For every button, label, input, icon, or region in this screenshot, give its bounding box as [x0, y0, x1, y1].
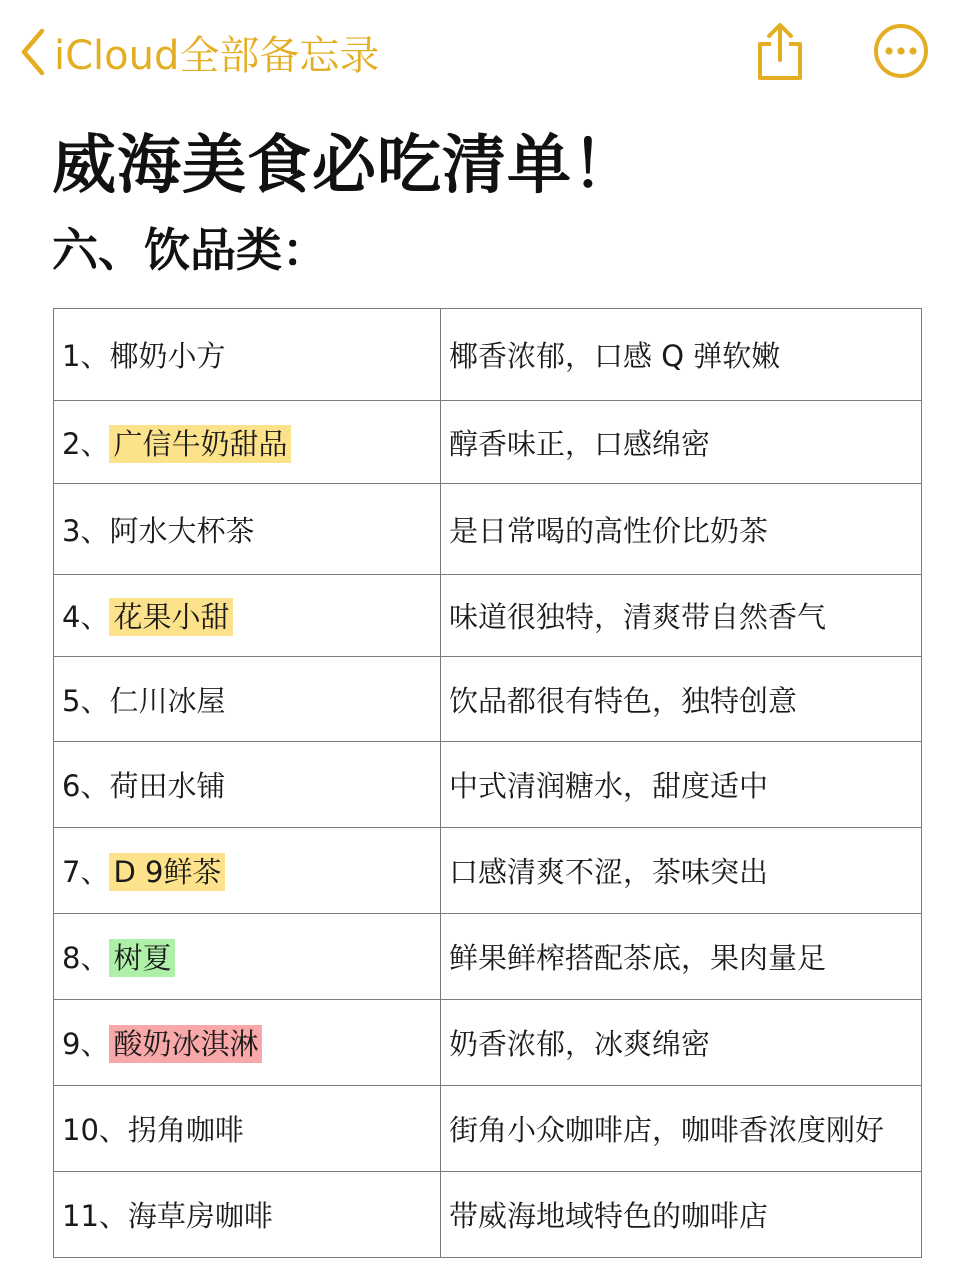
item-number: 10、 [62, 1113, 128, 1147]
shop-description: 味道很独特，清爽带自然香气 [449, 600, 827, 634]
shop-cell[interactable] [54, 914, 441, 1000]
description-cell[interactable] [441, 401, 922, 484]
shop-name: D 9鲜茶 [109, 853, 225, 891]
description-cell[interactable] [441, 742, 922, 828]
description-cell[interactable] [441, 309, 922, 401]
shop-cell[interactable] [54, 1172, 441, 1258]
shop-description: 口感清爽不涩，茶味突出 [449, 855, 769, 889]
back-button[interactable] [18, 22, 379, 82]
description-cell[interactable] [441, 1000, 922, 1086]
table-row [54, 1086, 922, 1172]
table-row [54, 914, 922, 1000]
description-cell[interactable] [441, 914, 922, 1000]
note-title[interactable]: 威海美食必吃清单！ [52, 129, 637, 203]
shop-name: 树夏 [109, 939, 175, 977]
shop-description: 奶香浓郁，冰爽绵密 [449, 1027, 711, 1061]
back-label: iCloud全部备忘录 [54, 32, 380, 79]
description-cell[interactable] [441, 575, 922, 657]
section-heading[interactable]: 六、饮品类： [52, 223, 328, 277]
shop-name: 椰奶小方 [109, 339, 226, 373]
table-row [54, 742, 922, 828]
item-number: 11、 [62, 1199, 128, 1233]
table-row [54, 1172, 922, 1258]
shop-name: 酸奶冰淇淋 [109, 1025, 262, 1063]
shop-description: 带威海地域特色的咖啡店 [449, 1199, 769, 1233]
description-cell[interactable] [441, 828, 922, 914]
item-number: 2、 [62, 426, 110, 461]
shop-cell[interactable] [54, 484, 441, 575]
shop-name: 广信牛奶甜品 [109, 425, 291, 463]
shop-cell[interactable] [54, 401, 441, 484]
table-row [54, 657, 922, 742]
item-number: 1、 [62, 339, 110, 373]
more-icon [872, 22, 930, 80]
shop-cell[interactable] [54, 1000, 441, 1086]
item-number: 6、 [62, 769, 110, 803]
table-row [54, 1000, 922, 1086]
shop-description: 是日常喝的高性价比奶茶 [449, 513, 769, 548]
shop-cell[interactable] [54, 828, 441, 914]
item-number: 9、 [62, 1027, 110, 1061]
item-number: 7、 [62, 855, 110, 889]
shop-name: 荷田水铺 [109, 769, 226, 803]
share-button[interactable] [752, 22, 808, 82]
shop-cell[interactable] [54, 309, 441, 401]
shop-name: 花果小甜 [109, 598, 233, 636]
shop-name: 拐角咖啡 [127, 1113, 244, 1147]
shop-cell[interactable] [54, 742, 441, 828]
shop-name: 仁川冰屋 [109, 683, 226, 718]
shop-cell[interactable] [54, 657, 441, 742]
shop-description: 椰香浓郁，口感 Q 弹软嫩 [449, 339, 781, 373]
item-number: 5、 [62, 683, 110, 718]
navigation-bar [0, 0, 960, 104]
item-number: 8、 [62, 941, 110, 975]
shop-cell[interactable] [54, 575, 441, 657]
shop-description: 街角小众咖啡店，咖啡香浓度刚好 [449, 1113, 885, 1147]
table-row [54, 828, 922, 914]
shop-name: 海草房咖啡 [127, 1199, 273, 1233]
drinks-table[interactable] [53, 308, 922, 1258]
share-icon [752, 22, 808, 82]
shop-description: 饮品都很有特色，独特创意 [449, 683, 798, 718]
description-cell[interactable] [441, 484, 922, 575]
shop-description: 鲜果鲜榨搭配茶底，果肉量足 [449, 941, 827, 975]
item-number: 3、 [62, 513, 110, 548]
description-cell[interactable] [441, 1086, 922, 1172]
item-number: 4、 [62, 600, 110, 634]
table-row [54, 484, 922, 575]
description-cell[interactable] [441, 1172, 922, 1258]
chevron-left-icon [18, 27, 48, 77]
shop-name: 阿水大杯茶 [109, 513, 255, 548]
shop-description: 中式清润糖水，甜度适中 [449, 769, 769, 803]
table-row [54, 575, 922, 657]
shop-description: 醇香味正，口感绵密 [449, 426, 711, 461]
shop-cell[interactable] [54, 1086, 441, 1172]
table-row [54, 309, 922, 401]
table-row [54, 401, 922, 484]
description-cell[interactable] [441, 657, 922, 742]
more-button[interactable] [872, 22, 930, 80]
